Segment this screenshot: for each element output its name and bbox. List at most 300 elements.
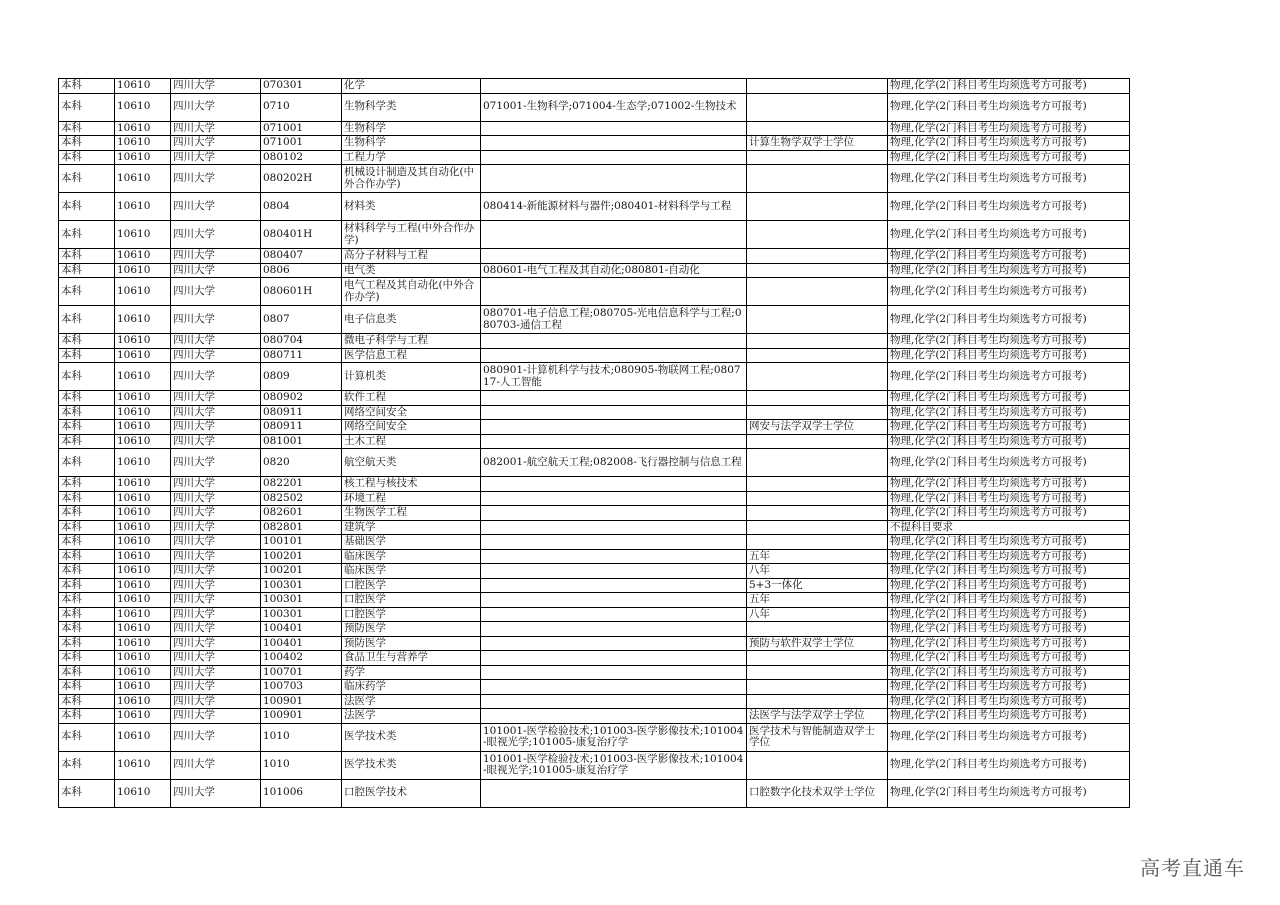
major-name-cell: 建筑学 — [342, 520, 481, 535]
university-cell: 四川大学 — [171, 193, 261, 221]
table-row — [59, 607, 1130, 622]
remarks-cell: 五年 — [747, 549, 888, 564]
included-majors-cell — [481, 506, 747, 521]
level-cell: 本科 — [59, 779, 115, 807]
university-cell: 四川大学 — [171, 334, 261, 349]
major-code-cell: 080601H — [261, 278, 342, 306]
table-row — [59, 506, 1130, 521]
level-cell: 本科 — [59, 249, 115, 264]
major-name-cell: 环境工程 — [342, 491, 481, 506]
school-code-cell: 10610 — [115, 150, 171, 165]
remarks-cell — [747, 121, 888, 136]
school-code-cell: 10610 — [115, 694, 171, 709]
school-code-cell: 10610 — [115, 449, 171, 477]
level-cell: 本科 — [59, 709, 115, 724]
university-cell: 四川大学 — [171, 622, 261, 637]
included-majors-cell: 082001-航空航天工程;082008-飞行器控制与信息工程 — [481, 449, 747, 477]
level-cell: 本科 — [59, 651, 115, 666]
subject-requirement-cell: 物理,化学(2门科目考生均须选考方可报考) — [888, 709, 1130, 724]
subject-requirement-cell: 物理,化学(2门科目考生均须选考方可报考) — [888, 535, 1130, 550]
watermark-logo: 高考直通车 — [1140, 856, 1245, 880]
remarks-cell — [747, 363, 888, 391]
subject-requirement-cell: 物理,化学(2门科目考生均须选考方可报考) — [888, 434, 1130, 449]
subject-requirement-cell: 不提科目要求 — [888, 520, 1130, 535]
level-cell: 本科 — [59, 680, 115, 695]
major-code-cell: 070301 — [261, 79, 342, 94]
major-code-cell: 100901 — [261, 709, 342, 724]
university-cell: 四川大学 — [171, 121, 261, 136]
major-code-cell: 0710 — [261, 93, 342, 121]
table-row — [59, 593, 1130, 608]
remarks-cell — [747, 449, 888, 477]
level-cell: 本科 — [59, 363, 115, 391]
subject-requirement-cell: 物理,化学(2门科目考生均须选考方可报考) — [888, 593, 1130, 608]
major-code-cell: 080102 — [261, 150, 342, 165]
included-majors-cell — [481, 564, 747, 579]
university-cell: 四川大学 — [171, 694, 261, 709]
level-cell: 本科 — [59, 622, 115, 637]
admission-requirements-table — [58, 78, 1130, 808]
major-name-cell: 材料类 — [342, 193, 481, 221]
remarks-cell — [747, 150, 888, 165]
table-row — [59, 348, 1130, 363]
table-row — [59, 491, 1130, 506]
subject-requirement-cell: 物理,化学(2门科目考生均须选考方可报考) — [888, 564, 1130, 579]
major-code-cell: 082201 — [261, 477, 342, 492]
major-name-cell: 法医学 — [342, 709, 481, 724]
included-majors-cell — [481, 165, 747, 193]
major-code-cell: 080704 — [261, 334, 342, 349]
school-code-cell: 10610 — [115, 651, 171, 666]
included-majors-cell — [481, 491, 747, 506]
subject-requirement-cell: 物理,化学(2门科目考生均须选考方可报考) — [888, 391, 1130, 406]
school-code-cell: 10610 — [115, 665, 171, 680]
major-name-cell: 生物科学 — [342, 136, 481, 151]
major-name-cell: 网络空间安全 — [342, 420, 481, 435]
included-majors-cell — [481, 136, 747, 151]
major-name-cell: 高分子材料与工程 — [342, 249, 481, 264]
table-row — [59, 636, 1130, 651]
included-majors-cell — [481, 779, 747, 807]
subject-requirement-cell: 物理,化学(2门科目考生均须选考方可报考) — [888, 93, 1130, 121]
school-code-cell: 10610 — [115, 491, 171, 506]
level-cell: 本科 — [59, 694, 115, 709]
level-cell: 本科 — [59, 121, 115, 136]
university-cell: 四川大学 — [171, 491, 261, 506]
major-name-cell: 网络空间安全 — [342, 405, 481, 420]
level-cell: 本科 — [59, 449, 115, 477]
included-majors-cell — [481, 221, 747, 249]
subject-requirement-cell: 物理,化学(2门科目考生均须选考方可报考) — [888, 121, 1130, 136]
university-cell: 四川大学 — [171, 165, 261, 193]
table-row — [59, 578, 1130, 593]
university-cell: 四川大学 — [171, 420, 261, 435]
university-cell: 四川大学 — [171, 405, 261, 420]
major-name-cell: 电气类 — [342, 263, 481, 278]
included-majors-cell: 080901-计算机科学与技术;080905-物联网工程;080717-人工智能 — [481, 363, 747, 391]
subject-requirement-cell: 物理,化学(2门科目考生均须选考方可报考) — [888, 506, 1130, 521]
school-code-cell: 10610 — [115, 593, 171, 608]
level-cell: 本科 — [59, 221, 115, 249]
included-majors-cell — [481, 121, 747, 136]
table-row — [59, 391, 1130, 406]
included-majors-cell — [481, 622, 747, 637]
subject-requirement-cell: 物理,化学(2门科目考生均须选考方可报考) — [888, 491, 1130, 506]
level-cell: 本科 — [59, 723, 115, 751]
subject-requirement-cell: 物理,化学(2门科目考生均须选考方可报考) — [888, 449, 1130, 477]
major-code-cell: 101006 — [261, 779, 342, 807]
subject-requirement-cell: 物理,化学(2门科目考生均须选考方可报考) — [888, 607, 1130, 622]
subject-requirement-cell: 物理,化学(2门科目考生均须选考方可报考) — [888, 136, 1130, 151]
school-code-cell: 10610 — [115, 165, 171, 193]
school-code-cell: 10610 — [115, 622, 171, 637]
school-code-cell: 10610 — [115, 607, 171, 622]
remarks-cell — [747, 434, 888, 449]
included-majors-cell — [481, 150, 747, 165]
included-majors-cell — [481, 334, 747, 349]
major-name-cell: 生物科学类 — [342, 93, 481, 121]
school-code-cell: 10610 — [115, 420, 171, 435]
included-majors-cell: 080601-电气工程及其自动化;080801-自动化 — [481, 263, 747, 278]
table-row — [59, 477, 1130, 492]
table-row — [59, 121, 1130, 136]
major-code-cell: 082601 — [261, 506, 342, 521]
major-name-cell: 化学 — [342, 79, 481, 94]
university-cell: 四川大学 — [171, 723, 261, 751]
table-row — [59, 306, 1130, 334]
table-row — [59, 93, 1130, 121]
subject-requirement-cell: 物理,化学(2门科目考生均须选考方可报考) — [888, 723, 1130, 751]
subject-requirement-cell: 物理,化学(2门科目考生均须选考方可报考) — [888, 405, 1130, 420]
major-code-cell: 080711 — [261, 348, 342, 363]
level-cell: 本科 — [59, 136, 115, 151]
remarks-cell — [747, 491, 888, 506]
included-majors-cell — [481, 549, 747, 564]
major-code-cell: 080401H — [261, 221, 342, 249]
major-name-cell: 生物科学 — [342, 121, 481, 136]
subject-requirement-cell: 物理,化学(2门科目考生均须选考方可报考) — [888, 665, 1130, 680]
major-name-cell: 软件工程 — [342, 391, 481, 406]
remarks-cell — [747, 79, 888, 94]
major-code-cell: 100701 — [261, 665, 342, 680]
major-code-cell: 100401 — [261, 636, 342, 651]
included-majors-cell — [481, 477, 747, 492]
major-name-cell: 医学技术类 — [342, 723, 481, 751]
table-row — [59, 651, 1130, 666]
university-cell: 四川大学 — [171, 564, 261, 579]
major-name-cell: 基础医学 — [342, 535, 481, 550]
level-cell: 本科 — [59, 593, 115, 608]
table-row — [59, 665, 1130, 680]
subject-requirement-cell: 物理,化学(2门科目考生均须选考方可报考) — [888, 334, 1130, 349]
table-row — [59, 165, 1130, 193]
university-cell: 四川大学 — [171, 263, 261, 278]
major-name-cell: 航空航天类 — [342, 449, 481, 477]
included-majors-cell — [481, 420, 747, 435]
subject-requirement-cell: 物理,化学(2门科目考生均须选考方可报考) — [888, 578, 1130, 593]
level-cell: 本科 — [59, 79, 115, 94]
major-code-cell: 080407 — [261, 249, 342, 264]
subject-requirement-cell: 物理,化学(2门科目考生均须选考方可报考) — [888, 420, 1130, 435]
included-majors-cell — [481, 578, 747, 593]
school-code-cell: 10610 — [115, 680, 171, 695]
level-cell: 本科 — [59, 193, 115, 221]
remarks-cell — [747, 334, 888, 349]
remarks-cell — [747, 665, 888, 680]
included-majors-cell — [481, 434, 747, 449]
level-cell: 本科 — [59, 165, 115, 193]
level-cell: 本科 — [59, 520, 115, 535]
school-code-cell: 10610 — [115, 249, 171, 264]
table-row — [59, 420, 1130, 435]
major-code-cell: 100301 — [261, 593, 342, 608]
school-code-cell: 10610 — [115, 636, 171, 651]
subject-requirement-cell: 物理,化学(2门科目考生均须选考方可报考) — [888, 622, 1130, 637]
subject-requirement-cell: 物理,化学(2门科目考生均须选考方可报考) — [888, 221, 1130, 249]
level-cell: 本科 — [59, 405, 115, 420]
university-cell: 四川大学 — [171, 651, 261, 666]
school-code-cell: 10610 — [115, 348, 171, 363]
remarks-cell — [747, 405, 888, 420]
subject-requirement-cell: 物理,化学(2门科目考生均须选考方可报考) — [888, 694, 1130, 709]
major-code-cell: 071001 — [261, 136, 342, 151]
level-cell: 本科 — [59, 93, 115, 121]
level-cell: 本科 — [59, 263, 115, 278]
included-majors-cell — [481, 607, 747, 622]
remarks-cell: 网安与法学双学士学位 — [747, 420, 888, 435]
table-row — [59, 263, 1130, 278]
university-cell: 四川大学 — [171, 520, 261, 535]
remarks-cell — [747, 535, 888, 550]
remarks-cell — [747, 651, 888, 666]
major-code-cell: 080902 — [261, 391, 342, 406]
university-cell: 四川大学 — [171, 93, 261, 121]
school-code-cell: 10610 — [115, 278, 171, 306]
remarks-cell: 5+3一体化 — [747, 578, 888, 593]
school-code-cell: 10610 — [115, 578, 171, 593]
school-code-cell: 10610 — [115, 363, 171, 391]
remarks-cell — [747, 278, 888, 306]
major-code-cell: 100703 — [261, 680, 342, 695]
university-cell: 四川大学 — [171, 578, 261, 593]
level-cell: 本科 — [59, 506, 115, 521]
table-row — [59, 779, 1130, 807]
major-name-cell: 预防医学 — [342, 622, 481, 637]
university-cell: 四川大学 — [171, 278, 261, 306]
university-cell: 四川大学 — [171, 221, 261, 249]
major-code-cell: 1010 — [261, 723, 342, 751]
remarks-cell — [747, 221, 888, 249]
school-code-cell: 10610 — [115, 535, 171, 550]
remarks-cell: 八年 — [747, 564, 888, 579]
level-cell: 本科 — [59, 578, 115, 593]
included-majors-cell: 080414-新能源材料与器件;080401-材料科学与工程 — [481, 193, 747, 221]
table-row — [59, 193, 1130, 221]
major-name-cell: 材料科学与工程(中外合作办学) — [342, 221, 481, 249]
university-cell: 四川大学 — [171, 607, 261, 622]
level-cell: 本科 — [59, 391, 115, 406]
level-cell: 本科 — [59, 607, 115, 622]
major-name-cell: 医学信息工程 — [342, 348, 481, 363]
major-name-cell: 生物医学工程 — [342, 506, 481, 521]
subject-requirement-cell: 物理,化学(2门科目考生均须选考方可报考) — [888, 249, 1130, 264]
school-code-cell: 10610 — [115, 779, 171, 807]
university-cell: 四川大学 — [171, 136, 261, 151]
table-row — [59, 694, 1130, 709]
major-code-cell: 0820 — [261, 449, 342, 477]
included-majors-cell — [481, 391, 747, 406]
table-body — [59, 79, 1130, 808]
subject-requirement-cell: 物理,化学(2门科目考生均须选考方可报考) — [888, 278, 1130, 306]
remarks-cell — [747, 391, 888, 406]
included-majors-cell — [481, 79, 747, 94]
major-code-cell: 100901 — [261, 694, 342, 709]
university-cell: 四川大学 — [171, 477, 261, 492]
level-cell: 本科 — [59, 334, 115, 349]
table-row — [59, 363, 1130, 391]
university-cell: 四川大学 — [171, 348, 261, 363]
university-cell: 四川大学 — [171, 535, 261, 550]
school-code-cell: 10610 — [115, 520, 171, 535]
subject-requirement-cell: 物理,化学(2门科目考生均须选考方可报考) — [888, 680, 1130, 695]
remarks-cell — [747, 477, 888, 492]
school-code-cell: 10610 — [115, 263, 171, 278]
table-row — [59, 434, 1130, 449]
major-code-cell: 081001 — [261, 434, 342, 449]
major-name-cell: 计算机类 — [342, 363, 481, 391]
major-name-cell: 食品卫生与营养学 — [342, 651, 481, 666]
school-code-cell: 10610 — [115, 221, 171, 249]
subject-requirement-cell: 物理,化学(2门科目考生均须选考方可报考) — [888, 79, 1130, 94]
university-cell: 四川大学 — [171, 363, 261, 391]
subject-requirement-cell: 物理,化学(2门科目考生均须选考方可报考) — [888, 165, 1130, 193]
level-cell: 本科 — [59, 636, 115, 651]
included-majors-cell — [481, 348, 747, 363]
university-cell: 四川大学 — [171, 449, 261, 477]
major-name-cell: 口腔医学 — [342, 593, 481, 608]
university-cell: 四川大学 — [171, 150, 261, 165]
university-cell: 四川大学 — [171, 593, 261, 608]
major-name-cell: 机械设计制造及其自动化(中外合作办学) — [342, 165, 481, 193]
major-code-cell: 0807 — [261, 306, 342, 334]
major-code-cell: 080911 — [261, 405, 342, 420]
level-cell: 本科 — [59, 535, 115, 550]
remarks-cell: 口腔数字化技术双学士学位 — [747, 779, 888, 807]
remarks-cell — [747, 622, 888, 637]
remarks-cell — [747, 263, 888, 278]
level-cell: 本科 — [59, 477, 115, 492]
table-row — [59, 449, 1130, 477]
major-code-cell: 100201 — [261, 564, 342, 579]
major-name-cell: 临床药学 — [342, 680, 481, 695]
subject-requirement-cell: 物理,化学(2门科目考生均须选考方可报考) — [888, 549, 1130, 564]
school-code-cell: 10610 — [115, 334, 171, 349]
included-majors-cell — [481, 636, 747, 651]
remarks-cell: 法医学与法学双学士学位 — [747, 709, 888, 724]
major-name-cell: 口腔医学技术 — [342, 779, 481, 807]
remarks-cell: 医学技术与智能制造双学士学位 — [747, 723, 888, 751]
subject-requirement-cell: 物理,化学(2门科目考生均须选考方可报考) — [888, 306, 1130, 334]
school-code-cell: 10610 — [115, 93, 171, 121]
major-code-cell: 082801 — [261, 520, 342, 535]
remarks-cell — [747, 348, 888, 363]
subject-requirement-cell: 物理,化学(2门科目考生均须选考方可报考) — [888, 651, 1130, 666]
subject-requirement-cell: 物理,化学(2门科目考生均须选考方可报考) — [888, 477, 1130, 492]
major-code-cell: 100301 — [261, 578, 342, 593]
major-code-cell: 100401 — [261, 622, 342, 637]
school-code-cell: 10610 — [115, 79, 171, 94]
table-row — [59, 535, 1130, 550]
remarks-cell — [747, 751, 888, 779]
remarks-cell — [747, 694, 888, 709]
included-majors-cell — [481, 535, 747, 550]
major-name-cell: 法医学 — [342, 694, 481, 709]
included-majors-cell — [481, 651, 747, 666]
school-code-cell: 10610 — [115, 306, 171, 334]
included-majors-cell — [481, 694, 747, 709]
major-code-cell: 1010 — [261, 751, 342, 779]
university-cell: 四川大学 — [171, 434, 261, 449]
included-majors-cell — [481, 405, 747, 420]
table-row — [59, 723, 1130, 751]
table-row — [59, 564, 1130, 579]
table-row — [59, 622, 1130, 637]
included-majors-cell: 080701-电子信息工程;080705-光电信息科学与工程;080703-通信工程 — [481, 306, 747, 334]
level-cell: 本科 — [59, 278, 115, 306]
table-row — [59, 520, 1130, 535]
major-code-cell: 0809 — [261, 363, 342, 391]
major-name-cell: 口腔医学 — [342, 607, 481, 622]
school-code-cell: 10610 — [115, 751, 171, 779]
school-code-cell: 10610 — [115, 723, 171, 751]
remarks-cell: 八年 — [747, 607, 888, 622]
major-code-cell: 082502 — [261, 491, 342, 506]
school-code-cell: 10610 — [115, 549, 171, 564]
subject-requirement-cell: 物理,化学(2门科目考生均须选考方可报考) — [888, 636, 1130, 651]
level-cell: 本科 — [59, 564, 115, 579]
major-code-cell: 080911 — [261, 420, 342, 435]
level-cell: 本科 — [59, 306, 115, 334]
school-code-cell: 10610 — [115, 434, 171, 449]
school-code-cell: 10610 — [115, 391, 171, 406]
remarks-cell: 预防与软件双学士学位 — [747, 636, 888, 651]
level-cell: 本科 — [59, 549, 115, 564]
table-row — [59, 680, 1130, 695]
subject-requirement-cell: 物理,化学(2门科目考生均须选考方可报考) — [888, 348, 1130, 363]
table-row — [59, 278, 1130, 306]
major-name-cell: 临床医学 — [342, 564, 481, 579]
included-majors-cell — [481, 520, 747, 535]
major-name-cell: 微电子科学与工程 — [342, 334, 481, 349]
level-cell: 本科 — [59, 434, 115, 449]
university-cell: 四川大学 — [171, 751, 261, 779]
included-majors-cell: 101001-医学检验技术;101003-医学影像技术;101004-眼视光学;101005-康复治疗学 — [481, 723, 747, 751]
major-name-cell: 电子信息类 — [342, 306, 481, 334]
major-name-cell: 临床医学 — [342, 549, 481, 564]
remarks-cell — [747, 249, 888, 264]
major-name-cell: 药学 — [342, 665, 481, 680]
subject-requirement-cell: 物理,化学(2门科目考生均须选考方可报考) — [888, 263, 1130, 278]
major-name-cell: 土木工程 — [342, 434, 481, 449]
university-cell: 四川大学 — [171, 506, 261, 521]
level-cell: 本科 — [59, 665, 115, 680]
remarks-cell — [747, 193, 888, 221]
major-code-cell: 080202H — [261, 165, 342, 193]
remarks-cell — [747, 506, 888, 521]
remarks-cell — [747, 680, 888, 695]
major-code-cell: 100402 — [261, 651, 342, 666]
school-code-cell: 10610 — [115, 193, 171, 221]
